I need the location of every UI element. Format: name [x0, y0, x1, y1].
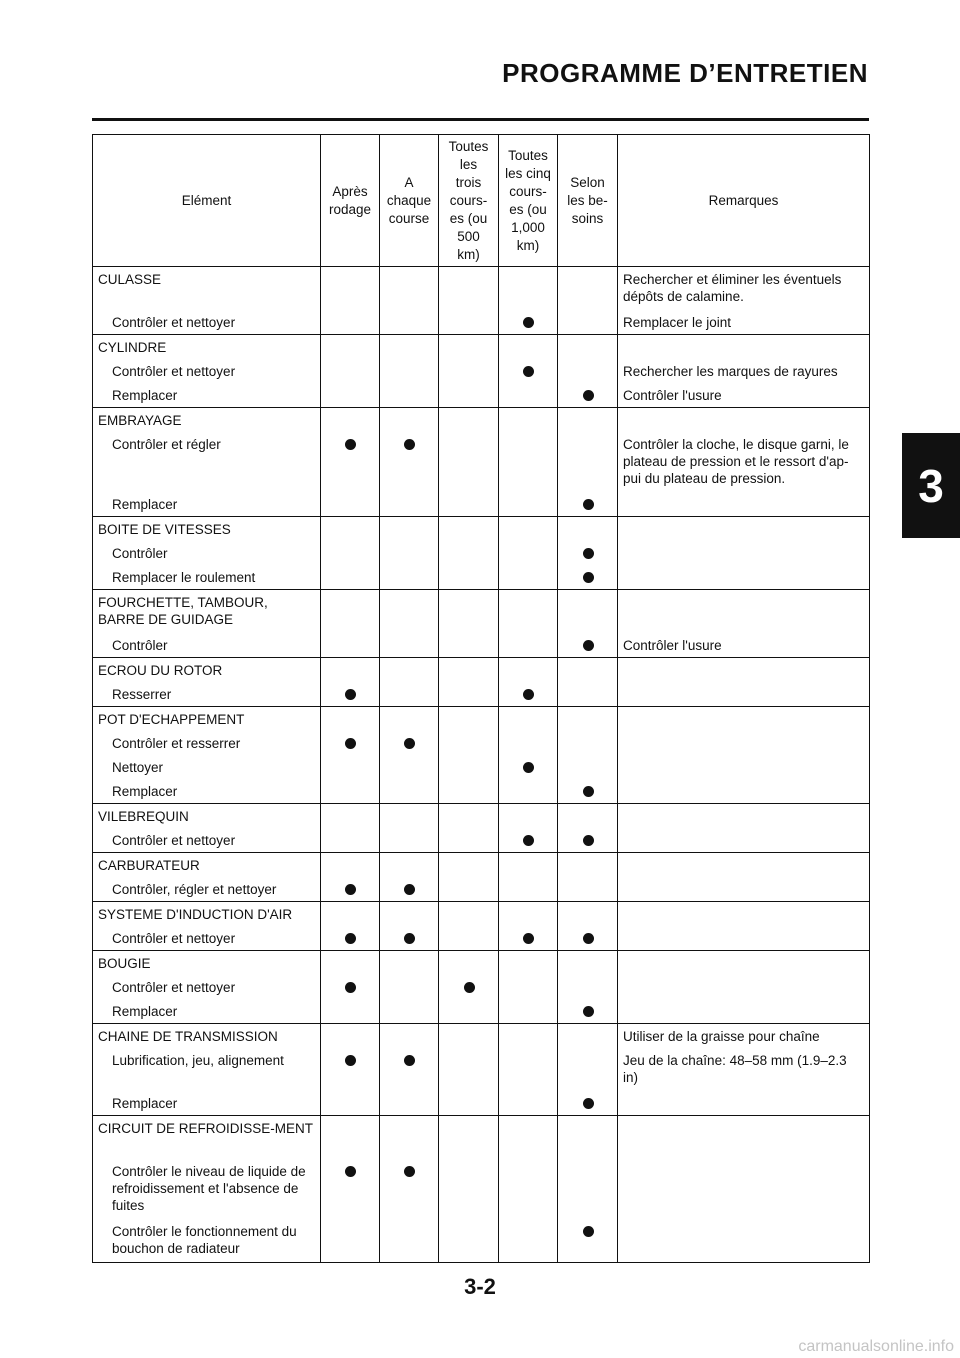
check-dot-icon — [523, 689, 534, 700]
task-label: Resserrer — [112, 687, 172, 702]
check-dot-icon — [404, 884, 415, 895]
interval-cell — [380, 1024, 439, 1116]
interval-cell — [558, 408, 618, 517]
interval-cell — [321, 658, 380, 707]
interval-cell — [499, 853, 558, 902]
element-cell — [93, 267, 321, 335]
interval-cell — [439, 853, 499, 902]
element-cell — [93, 707, 321, 804]
col-header-every-race: A chaque course — [380, 135, 439, 267]
col-header-every-five-races: Toutes les cinq cours-es (ou 1,000 km) — [499, 135, 558, 267]
table-row — [93, 853, 870, 902]
element-cell — [93, 804, 321, 853]
col-header-every-three-races: Toutes les trois cours-es (ou 500 km) — [439, 135, 499, 267]
remarks-cell — [618, 1116, 870, 1263]
interval-cell — [380, 335, 439, 408]
interval-cell — [321, 853, 380, 902]
table-row — [93, 658, 870, 707]
interval-cell — [499, 335, 558, 408]
task-label: Contrôler et régler — [112, 437, 221, 452]
remark-text: Rechercher et éliminer les éventuels dépôts de calamine. — [623, 272, 842, 304]
task-label: Contrôler — [112, 546, 168, 561]
interval-cell — [558, 590, 618, 658]
check-dot-icon — [523, 933, 534, 944]
interval-cell — [558, 267, 618, 335]
component-heading: CHAINE DE TRANSMISSION — [98, 1029, 278, 1044]
table-row — [93, 335, 870, 408]
remark-text: Jeu de la chaîne: 48–58 mm (1.9–2.3 in) — [623, 1053, 847, 1085]
table-row — [93, 951, 870, 1024]
remarks-cell — [618, 590, 870, 658]
check-dot-icon — [345, 1055, 356, 1066]
check-dot-icon — [523, 835, 534, 846]
component-heading: FOURCHETTE, TAMBOUR, BARRE DE GUIDAGE — [98, 595, 268, 627]
component-heading: SYSTEME D'INDUCTION D'AIR — [98, 907, 293, 922]
interval-cell — [558, 804, 618, 853]
element-cell — [93, 408, 321, 517]
remark-text — [618, 1091, 869, 1115]
remark-text — [618, 565, 869, 589]
check-dot-icon — [583, 835, 594, 846]
task-label: Nettoyer — [112, 760, 164, 775]
component-heading: CARBURATEUR — [98, 858, 200, 873]
table-row — [93, 267, 870, 335]
remarks-cell — [618, 902, 870, 951]
table-row — [93, 902, 870, 951]
remark-text: Utiliser de la graisse pour chaîne — [623, 1029, 820, 1044]
remarks-cell — [618, 853, 870, 902]
component-heading: ECROU DU ROTOR — [98, 663, 223, 678]
interval-cell — [499, 658, 558, 707]
col-header-after-break-in: Après rodage — [321, 135, 380, 267]
col-header-as-required: Selon les be-soins — [558, 135, 618, 267]
table-row — [93, 517, 870, 590]
remarks-cell — [618, 408, 870, 517]
interval-cell — [439, 902, 499, 951]
interval-cell — [439, 408, 499, 517]
remark-text — [618, 1219, 869, 1262]
remark-text — [618, 975, 869, 999]
maintenance-table — [92, 134, 870, 1263]
check-dot-icon — [404, 738, 415, 749]
task-label: Contrôler et nettoyer — [112, 364, 236, 379]
interval-cell — [439, 658, 499, 707]
check-dot-icon — [345, 1166, 356, 1177]
component-heading: CULASSE — [98, 272, 162, 287]
component-heading: CIRCUIT DE REFROIDISSE-MENT — [98, 1121, 314, 1136]
element-cell — [93, 590, 321, 658]
interval-cell — [558, 951, 618, 1024]
interval-cell — [321, 335, 380, 408]
remark-text — [618, 408, 869, 432]
table-row — [93, 1116, 870, 1263]
element-cell — [93, 335, 321, 408]
interval-cell — [499, 267, 558, 335]
check-dot-icon — [583, 1226, 594, 1237]
interval-cell — [439, 1024, 499, 1116]
title-rule — [92, 118, 869, 121]
check-dot-icon — [583, 548, 594, 559]
interval-cell — [380, 707, 439, 804]
interval-cell — [439, 804, 499, 853]
check-dot-icon — [523, 762, 534, 773]
remarks-cell — [618, 951, 870, 1024]
element-cell — [93, 1116, 321, 1263]
interval-cell — [380, 902, 439, 951]
remark-text — [618, 999, 869, 1023]
remark-text — [618, 779, 869, 803]
interval-cell — [321, 267, 380, 335]
check-dot-icon — [583, 572, 594, 583]
interval-cell — [321, 590, 380, 658]
remark-text — [618, 707, 869, 731]
interval-cell — [499, 804, 558, 853]
check-dot-icon — [523, 366, 534, 377]
interval-cell — [380, 267, 439, 335]
table-row — [93, 590, 870, 658]
remark-text — [618, 877, 869, 901]
remarks-cell — [618, 267, 870, 335]
element-cell — [93, 1024, 321, 1116]
check-dot-icon — [345, 982, 356, 993]
interval-cell — [380, 408, 439, 517]
interval-cell — [558, 1116, 618, 1263]
remark-text — [618, 804, 869, 828]
interval-cell — [499, 902, 558, 951]
interval-cell — [499, 590, 558, 658]
remarks-cell — [618, 335, 870, 408]
interval-cell — [321, 902, 380, 951]
task-label: Lubrification, jeu, alignement — [112, 1053, 284, 1068]
page-number: 3-2 — [464, 1274, 496, 1299]
task-label: Contrôler le fonctionnement du bouchon de radiateur — [112, 1224, 297, 1256]
check-dot-icon — [583, 1098, 594, 1109]
check-dot-icon — [583, 390, 594, 401]
interval-cell — [558, 707, 618, 804]
interval-cell — [558, 658, 618, 707]
check-dot-icon — [345, 738, 356, 749]
remark-text — [618, 1116, 869, 1159]
task-label: Contrôler, régler et nettoyer — [112, 882, 277, 897]
interval-cell — [499, 408, 558, 517]
chapter-tab: 3 — [902, 433, 960, 538]
component-heading: BOITE DE VITESSES — [98, 522, 231, 537]
remark-text: Remplacer le joint — [623, 315, 732, 330]
table-row — [93, 707, 870, 804]
interval-cell — [558, 902, 618, 951]
interval-cell — [558, 853, 618, 902]
remark-text — [618, 1159, 869, 1219]
interval-cell — [321, 951, 380, 1024]
page-title: PROGRAMME D’ENTRETIEN — [502, 58, 868, 88]
remark-text — [618, 731, 869, 755]
component-heading: BOUGIE — [98, 956, 151, 971]
remark-text — [618, 828, 869, 852]
remark-text — [618, 951, 869, 975]
col-header-element: Elément — [93, 135, 321, 267]
element-cell — [93, 902, 321, 951]
remark-text — [618, 853, 869, 877]
check-dot-icon — [583, 640, 594, 651]
remark-text — [618, 902, 869, 926]
interval-cell — [558, 1024, 618, 1116]
interval-cell — [380, 590, 439, 658]
remarks-cell — [618, 517, 870, 590]
task-label: Contrôler et nettoyer — [112, 315, 236, 330]
check-dot-icon — [583, 1006, 594, 1017]
task-label: Remplacer — [112, 497, 178, 512]
check-dot-icon — [583, 786, 594, 797]
remarks-cell — [618, 707, 870, 804]
component-heading: POT D'ECHAPPEMENT — [98, 712, 245, 727]
check-dot-icon — [345, 439, 356, 450]
check-dot-icon — [404, 439, 415, 450]
remark-text: Contrôler l'usure — [623, 638, 722, 653]
interval-cell — [380, 804, 439, 853]
task-label: Remplacer — [112, 784, 178, 799]
check-dot-icon — [404, 1055, 415, 1066]
interval-cell — [321, 1024, 380, 1116]
check-dot-icon — [523, 317, 534, 328]
interval-cell — [499, 1116, 558, 1263]
check-dot-icon — [345, 884, 356, 895]
component-heading: CYLINDRE — [98, 340, 167, 355]
remark-text — [618, 926, 869, 950]
check-dot-icon — [345, 689, 356, 700]
interval-cell — [499, 707, 558, 804]
check-dot-icon — [404, 1166, 415, 1177]
check-dot-icon — [345, 933, 356, 944]
task-label: Contrôler et nettoyer — [112, 833, 236, 848]
check-dot-icon — [583, 933, 594, 944]
task-label: Remplacer — [112, 1004, 178, 1019]
interval-cell — [321, 804, 380, 853]
interval-cell — [439, 590, 499, 658]
interval-cell — [558, 517, 618, 590]
remark-text — [618, 335, 869, 359]
col-header-remarks: Remarques — [618, 135, 870, 267]
element-cell — [93, 658, 321, 707]
table-row — [93, 408, 870, 517]
interval-cell — [321, 517, 380, 590]
interval-cell — [380, 1116, 439, 1263]
task-label: Remplacer — [112, 1096, 178, 1111]
task-label: Remplacer — [112, 388, 178, 403]
check-dot-icon — [464, 982, 475, 993]
interval-cell — [558, 335, 618, 408]
remark-text: Contrôler l'usure — [623, 388, 722, 403]
interval-cell — [321, 408, 380, 517]
component-heading: VILEBREQUIN — [98, 809, 189, 824]
task-label: Contrôler et nettoyer — [112, 931, 236, 946]
remark-text: Rechercher les marques de rayures — [623, 364, 838, 379]
remark-text — [618, 492, 869, 516]
interval-cell — [380, 658, 439, 707]
task-label: Contrôler et nettoyer — [112, 980, 236, 995]
interval-cell — [499, 517, 558, 590]
interval-cell — [499, 951, 558, 1024]
interval-cell — [439, 267, 499, 335]
remark-text — [618, 590, 869, 633]
interval-cell — [439, 951, 499, 1024]
element-cell — [93, 853, 321, 902]
interval-cell — [321, 707, 380, 804]
table-header-row — [93, 135, 870, 267]
interval-cell — [439, 707, 499, 804]
check-dot-icon — [404, 933, 415, 944]
interval-cell — [439, 335, 499, 408]
watermark: carmanualsonline.info — [798, 1338, 954, 1355]
table-row — [93, 1024, 870, 1116]
task-label: Remplacer le roulement — [112, 570, 256, 585]
task-label: Contrôler et resserrer — [112, 736, 241, 751]
remark-text — [618, 541, 869, 565]
table-row — [93, 804, 870, 853]
task-label: Contrôler le niveau de liquide de refroidissement et l'absence de fuites — [112, 1164, 306, 1213]
remarks-cell — [618, 658, 870, 707]
remark-text — [618, 755, 869, 779]
interval-cell — [439, 517, 499, 590]
remarks-cell — [618, 804, 870, 853]
remarks-cell — [618, 1024, 870, 1116]
task-label: Contrôler — [112, 638, 168, 653]
remark-text — [618, 517, 869, 541]
interval-cell — [380, 853, 439, 902]
component-heading: EMBRAYAGE — [98, 413, 182, 428]
interval-cell — [439, 1116, 499, 1263]
remark-text — [618, 658, 869, 682]
remark-text — [618, 682, 869, 706]
element-cell — [93, 517, 321, 590]
interval-cell — [380, 517, 439, 590]
interval-cell — [499, 1024, 558, 1116]
check-dot-icon — [583, 499, 594, 510]
interval-cell — [321, 1116, 380, 1263]
interval-cell — [380, 951, 439, 1024]
element-cell — [93, 951, 321, 1024]
remark-text: Contrôler la cloche, le disque garni, le plateau de pression et le ressort d'ap-pui du plateau de pression. — [623, 437, 849, 486]
